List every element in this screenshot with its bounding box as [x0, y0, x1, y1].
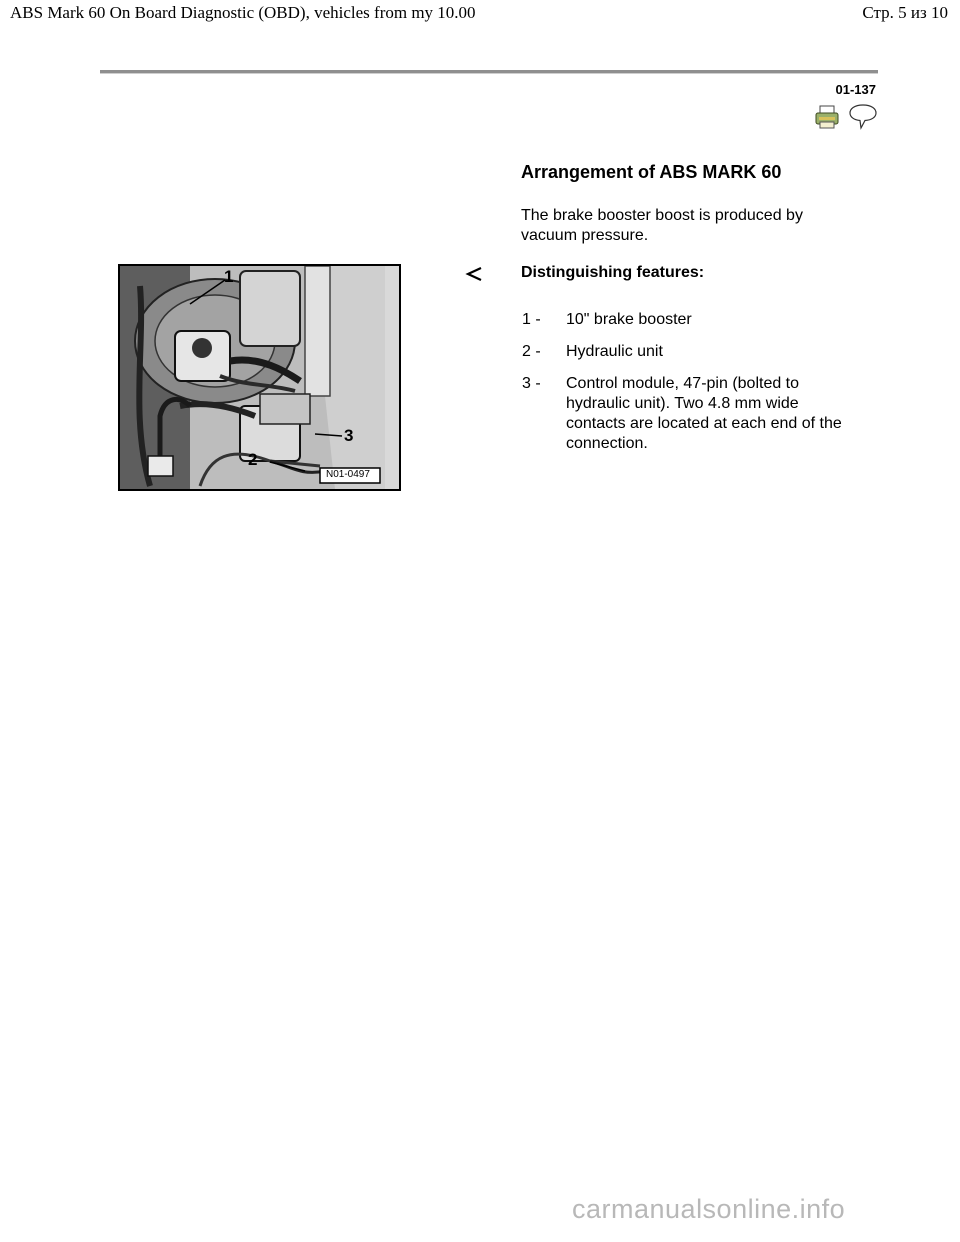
item-text: Control module, 47-pin (bolted to hydraulic unit). Two 4.8 mm wide contacts are located at each end of the connection. — [566, 375, 842, 452]
figure-callout-1: 1 — [224, 267, 234, 286]
print-icon[interactable] — [814, 104, 840, 130]
figure-callout-3: 3 — [344, 426, 354, 445]
item-text: Hydraulic unit — [566, 343, 663, 360]
item-text: 10" brake booster — [566, 311, 692, 328]
features-list — [522, 310, 852, 466]
watermark: carmanualsonline.info — [572, 1194, 846, 1224]
features-title: Distinguishing features: — [521, 264, 705, 281]
figure-callout-2: 2 — [248, 450, 258, 469]
header-divider — [100, 70, 878, 74]
item-number: 1 - — [522, 311, 541, 328]
engine-bay-figure — [118, 264, 401, 491]
list-item — [522, 342, 852, 362]
document-code: 01-137 — [835, 82, 876, 97]
header-page-indicator: Стр. 5 из 10 — [862, 3, 948, 22]
list-item — [522, 374, 852, 454]
intro-paragraph: The brake booster boost is produced by vacuum pressure. — [521, 207, 803, 244]
item-number: 2 - — [522, 343, 541, 360]
item-number: 3 - — [522, 375, 541, 392]
header-title: ABS Mark 60 On Board Diagnostic (OBD), vehicles from my 10.00 — [10, 3, 476, 22]
arrow-left-icon — [465, 266, 483, 282]
list-item — [522, 310, 852, 330]
comment-icon[interactable] — [848, 102, 878, 130]
figure-reference-code: N01-0497 — [326, 469, 370, 480]
page-title: Arrangement of ABS MARK 60 — [521, 162, 782, 182]
